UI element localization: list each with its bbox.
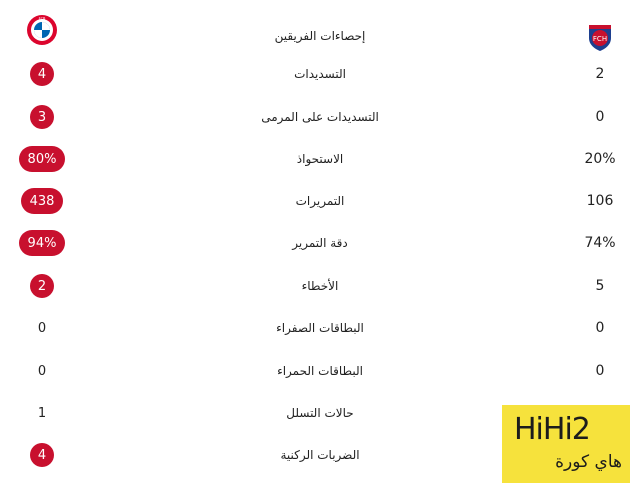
stat-label: البطاقات الحمراء xyxy=(277,364,363,378)
svg-text:FCH: FCH xyxy=(592,35,608,43)
home-value: 0 xyxy=(595,320,605,336)
stats-header xyxy=(0,8,640,48)
away-value: 1 xyxy=(37,405,47,421)
home-value: 2 xyxy=(595,66,605,82)
away-value-badge: 3 xyxy=(30,105,54,129)
stat-label: الأخطاء xyxy=(301,279,339,293)
bayern-crest-icon xyxy=(26,14,58,46)
stat-row-possession xyxy=(0,139,640,179)
home-value: 20% xyxy=(584,151,616,167)
home-value: 74% xyxy=(584,235,616,251)
stat-row-fouls xyxy=(0,266,640,306)
away-value-badge: 2 xyxy=(30,274,54,298)
away-value: 0 xyxy=(37,363,47,379)
away-value: 0 xyxy=(37,320,47,336)
home-value: 106 xyxy=(586,193,614,209)
stat-label: الاستحواذ xyxy=(296,152,344,166)
away-value-badge: 4 xyxy=(30,62,54,86)
home-team-logo xyxy=(584,20,616,52)
stat-label: التسديدات xyxy=(294,67,346,81)
stat-label: التسديدات على المرمى xyxy=(261,110,379,124)
away-team-logo xyxy=(26,14,58,46)
stat-row-yellow-cards xyxy=(0,308,640,348)
watermark-subtitle: هاي كورة xyxy=(555,452,622,472)
stat-row-red-cards xyxy=(0,351,640,391)
stat-label: البطاقات الصفراء xyxy=(276,321,364,335)
home-value: 0 xyxy=(595,363,605,379)
stat-row-shots-on-target xyxy=(0,97,640,137)
stat-label: التمريرات xyxy=(295,194,345,208)
home-value: 0 xyxy=(595,109,605,125)
stat-label: الضربات الركنية xyxy=(280,448,360,462)
hihi2-watermark xyxy=(502,405,630,483)
away-value-badge: 94% xyxy=(19,230,66,256)
stat-label: حالات التسلل xyxy=(286,406,354,420)
away-value-badge: 4 xyxy=(30,443,54,467)
stat-row-shots xyxy=(0,54,640,94)
stat-label: دقة التمرير xyxy=(292,236,348,250)
stat-row-pass-accuracy xyxy=(0,223,640,263)
watermark-brand: HiHi2 xyxy=(514,412,590,447)
away-value-badge: 438 xyxy=(21,188,64,214)
stat-row-passes xyxy=(0,181,640,221)
heidenheim-crest-icon xyxy=(584,20,616,52)
page-title: إحصاءات الفريقين xyxy=(274,29,366,43)
home-value: 5 xyxy=(595,278,605,294)
away-value-badge: 80% xyxy=(19,146,66,172)
svg-text:FCB: FCB xyxy=(38,16,46,21)
